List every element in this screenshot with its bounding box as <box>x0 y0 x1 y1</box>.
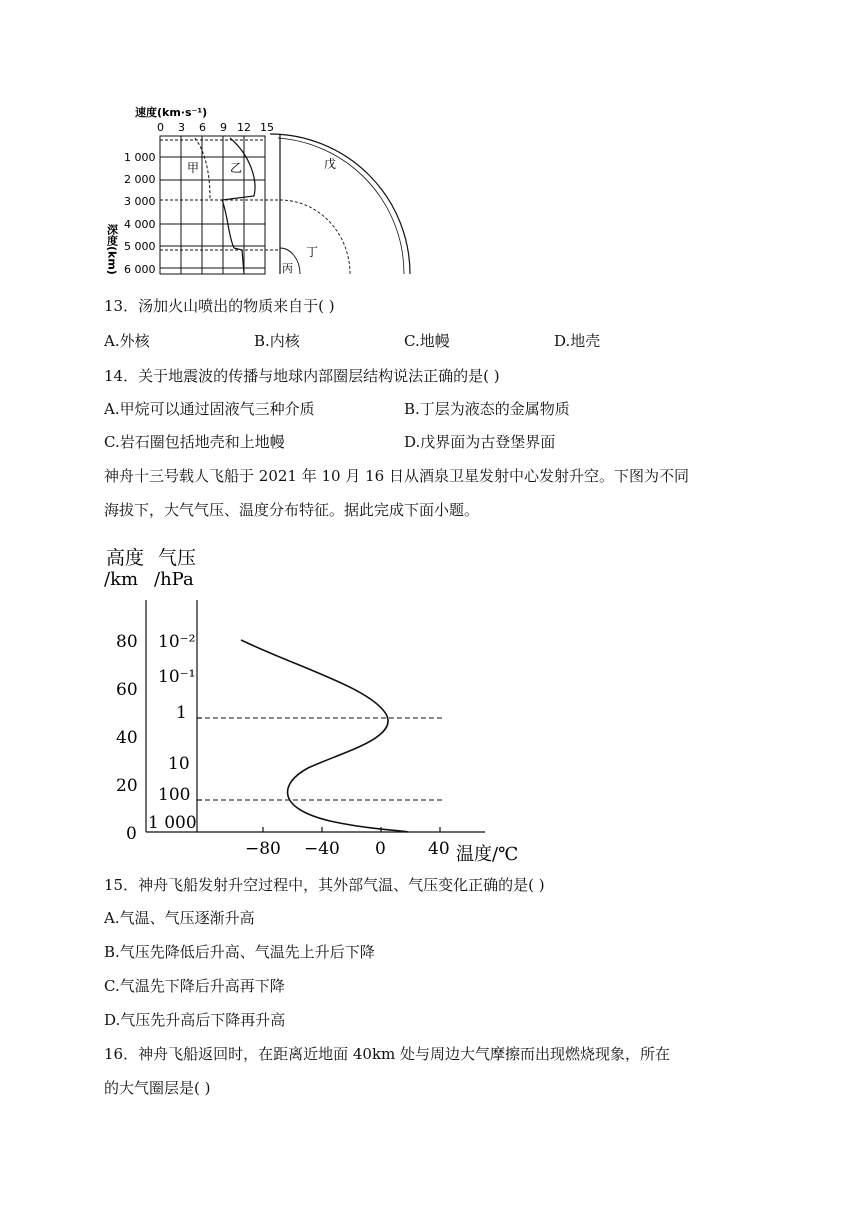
speed-tick: 0 <box>157 121 164 134</box>
atmosphere-figure <box>100 538 540 868</box>
pressure-tick: 1 000 <box>148 813 197 833</box>
depth-tick: 4 000 <box>124 218 156 231</box>
depth-tick: 5 000 <box>124 240 156 253</box>
height-tick: 60 <box>116 680 138 700</box>
temp-tick: −40 <box>304 839 340 859</box>
q13-stem: 13．汤加火山喷出的物质来自于( ) <box>104 297 335 315</box>
temp-tick: 0 <box>375 839 386 859</box>
speed-tick: 9 <box>220 121 227 134</box>
speed-tick: 15 <box>260 121 274 134</box>
height-tick: 80 <box>116 632 138 652</box>
temp-tick: −80 <box>245 839 281 859</box>
temperature-curve <box>241 640 408 832</box>
intro-line-2: 海拔下，大气气压、温度分布特征。据此完成下面小题。 <box>104 501 480 519</box>
speed-grid <box>160 136 265 274</box>
height-tick: 20 <box>116 776 138 796</box>
height-axis-title: 高度 <box>106 547 145 569</box>
label-wu: 戊 <box>324 157 337 171</box>
height-axis-unit: /km <box>104 569 139 590</box>
q15-option-d: D.气压先升高后下降再升高 <box>104 1011 286 1029</box>
speed-tick: 12 <box>237 121 251 134</box>
q15-option-a: A.气温、气压逐渐升高 <box>104 909 255 927</box>
q13-option-d: D.地壳 <box>554 332 601 350</box>
q14-option-c: C.岩石圈包括地壳和上地幔 <box>104 433 285 451</box>
q14-option-a: A.甲烷可以通过固液气三种介质 <box>104 400 315 418</box>
depth-axis-label: 深度(km) <box>105 224 119 275</box>
q15-stem: 15．神舟飞船发射升空过程中，其外部气温、气压变化正确的是( ) <box>104 876 545 894</box>
wave-curve-yi <box>222 138 255 274</box>
q14-option-b: B.丁层为液态的金属物质 <box>404 400 570 418</box>
height-tick: 40 <box>116 728 138 748</box>
earth-section <box>270 134 410 274</box>
pressure-axis-title: 气压 <box>158 547 197 569</box>
q15-option-b: B.气压先降低后升高、气温先上升后下降 <box>104 943 375 961</box>
label-yi: 乙 <box>230 161 243 175</box>
depth-tick: 2 000 <box>124 173 156 186</box>
depth-tick: 6 000 <box>124 263 156 276</box>
temp-axis-label: 温度/℃ <box>456 844 519 865</box>
pressure-tick: 10⁻¹ <box>158 667 196 687</box>
label-ding: 丁 <box>306 245 319 259</box>
pressure-axis-unit: /hPa <box>154 569 194 590</box>
pressure-tick: 10⁻² <box>158 632 196 652</box>
q13-option-a: A.外核 <box>104 332 150 350</box>
speed-tick: 3 <box>178 121 185 134</box>
boundary-lines <box>197 718 442 800</box>
atmosphere-axes <box>146 600 485 832</box>
pressure-tick: 10 <box>168 754 190 774</box>
speed-axis-label: 速度(km·s⁻¹) <box>135 106 208 119</box>
pressure-tick: 1 <box>176 703 187 723</box>
q15-option-c: C.气温先下降后升高再下降 <box>104 977 285 995</box>
q13-option-b: B.内核 <box>254 332 300 350</box>
depth-tick: 1 000 <box>124 151 156 164</box>
speed-tick: 6 <box>199 121 206 134</box>
seismic-wave-figure <box>100 100 420 280</box>
intro-line-1: 神舟十三号载人飞船于 2021 年 10 月 16 日从酒泉卫星发射中心发射升空。下图为不同 <box>104 467 689 485</box>
q16-line-2: 的大气圈层是( ) <box>104 1079 211 1097</box>
depth-tick: 3 000 <box>124 195 156 208</box>
height-tick: 0 <box>126 824 137 844</box>
temp-tick: 40 <box>428 839 450 859</box>
q14-stem: 14．关于地震波的传播与地球内部圈层结构说法正确的是( ) <box>104 367 500 385</box>
label-bing: 丙 <box>282 262 293 275</box>
label-jia: 甲 <box>187 161 200 175</box>
q16-line-1: 16．神舟飞船返回时，在距离近地面 40km 处与周边大气摩擦而出现燃烧现象，所在 <box>104 1045 671 1063</box>
q13-option-c: C.地幔 <box>404 332 450 350</box>
q14-option-d: D.戊界面为古登堡界面 <box>404 433 556 451</box>
pressure-tick: 100 <box>158 785 191 805</box>
